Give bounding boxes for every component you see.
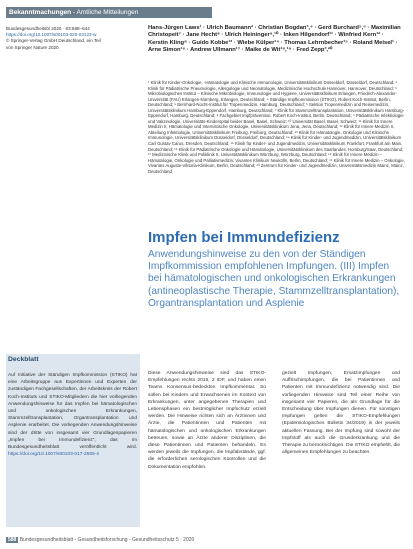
affiliations xyxy=(148,80,406,174)
body-column-left: Diese Anwendungshinweise sind das STIKO-Empfehlungen rechts 2016, 2 IDF, und haben einen Teams Konsensus-bedeckten Impfkommentar. So sollen bei Kindern und Erwachsenen im Kontext von Erkrankungen, unter angegebenen Therapien und Lebensphasen ein bestmöglicher Impfschutz erzielt werden. Die Hinweise richten sich an Ärztinnen und Ärzte, die Patientinnen und Patienten mit hämatologischen und onkologischen Erkrankungen betreuen, sowie an Ärzte anderer Disziplinen, die diese Patientinnen und Patienten behandeln. Es werden jeweils die Impfungen, die Impfabstände, ggf. die erforderlichen serologischen Kontrollen und die Dokumentation empfohlen. xyxy=(148,371,266,470)
abstract-body xyxy=(6,366,140,458)
affiliation-block: ¹ Klinik für Kinder-Onkologie, -Hämatologie und Klinische Immunologie, Universitätsklinikum Düsseldorf, Düsseldorf, Deutschland; ² Klinik für Pädiatrische Pneumologie, Allergologie und Neonatologie, Medizinische Hochschule Hannover, Hannover, Deutschland; ³ Mikrobiologisches Institut – Klinische Mikrobiologie, Immunologie und Hygiene, Universitätsklinikum Erlangen, Friedrich-Alexander-Universität (FAU) Erlangen-Nürnberg, Erlangen, Deutschland; ⁴ Ständige Impfkommission (STIKO), Robert Koch-Institut, Berlin, xyxy=(148,80,398,102)
abstract-text: Auf Initiative der Ständigen Impfkommission (STIKO) hat eine Arbeitsgruppe aus Expertinnen und Experten der zuständigen Fachgesellschaften, der Arbeitskreis der Robert Koch-Instituts und STIKO-Mitgliedern die hier vorliegenden Anwendungshinweise für das Impfen bei hämatologischen und onkologischen Erkrankungen, Stammzelltransplantation, Organtransplantation und Asplenie erarbeitet. Die vorliegenden Anwendungshinweise sind der dritte von insgesamt vier Grundlagenpapieren „Impfen bei Immundefizienz“, das im Bundesgesundheitsblatt veröffentlicht wird. xyxy=(8,373,137,451)
article-subtitle: Anwendungshinweise zu den von der Ständigen Impfkommission empfohlenen Impfungen. (III) Impfen bei hämatologischen und onkologischen Erkrankungen (antineoplastische Therapie, Stammzelltransplantation), Organtransplantation und Asplenie xyxy=(148,249,400,309)
article-title: Impfen bei Immundefizienz xyxy=(148,229,340,246)
section-tag xyxy=(6,7,212,18)
copyright-line-2: von Springer Nature 2020 xyxy=(6,44,59,50)
page-footer xyxy=(6,537,408,543)
abstract-heading: Deckblatt xyxy=(8,356,39,363)
section-tag-separator: - xyxy=(71,9,77,16)
citation-line: Bundesgesundheitsbl 2020 · 63:588–644 xyxy=(6,26,90,31)
journal-footer: Bundesgesundheitsblatt - Gesundheitsforschung - Gesundheitsschutz 5 · 2020 xyxy=(19,537,195,543)
section-tag-right: Amtliche Mitteilungen xyxy=(76,9,139,16)
page-number: 588 xyxy=(8,537,17,543)
doi-link[interactable]: https://doi.org/10.1007/s00103-020-03123-w xyxy=(6,32,97,38)
abstract-doi-link[interactable]: https://doi.org/10.1007/s00103-017-2555-4 xyxy=(8,452,99,458)
author-list: Hans-Jürgen Laws¹ · Ulrich Baumann² · Christian Bogdan³,⁴ · Gerd Burchard⁵,⁶ · Maximilian Christopeit⁷ · Jane Hecht⁸ · Ulrich Heininger⁹,¹⁰ · Inken Hilgendorf¹¹ · Winfried Kern¹² · Kerstin Kling⁸ · Guido Kobbe¹³ · Wiebe Külper¹⁴ · Thomas Lehrnbecher¹⁵ · Roland Meisel¹ · Arne Simon¹⁶ · Andrew Ullmann¹⁷ · Maike de Wit¹⁸,¹⁹ · Fred Zepp³,²⁰ xyxy=(148,25,401,53)
affiliation-block: Deutschland; ⁵ Bernhard-Nocht-Institut für Tropenmedizin, Hamburg, Deutschland; ⁶ Sektion Tropenmedizin und Reisemedizin, Universitätsklinikum Hamburg-Eppendorf, Hamburg, Deutschland; ⁷ Klinik für Stammzelltransplantation, Universitätsklinikum Hamburg-Eppendorf, Hamburg, Deutschland; ⁸ Fachgebiet Impfprävention, Robert Koch-Institut, Berlin, Deutschland; ⁹ Pädiatrische Infektiologie und Vakzinologie, Universitäts-Kinderspital beider Basel, Basel, Schweiz; ¹⁰ Universität Basel, Basel, Schweiz; ¹¹ Klinik für Innere Medizin II, Hämatologie und Internistische Onkologie, Universitätsklinikum Jena, Jena, Deutschland; ¹² Klinik für Innere Medizin II, Abteilung Infektiologie, Universitätsklinikum Freiburg, Freiburg, Deutschland; ¹³ Klinik für Hämatologie, Onkologie und Klinische Immunologie, Universitätsklinikum Düsseldorf, Düsseldorf, Deutschland; ¹⁴ Klinik für Kinder- und Jugendmedizin, Universitätsklinikum Carl Gustav Carus, Dresden, Deutschland; ¹⁵ Klinik für Kinder- und Jugendmedizin, Universitätsklinikum Frankfurt, Frankfurt am Main, Deutschland; ¹⁶ Klinik für Pädiatrische Onkologie und Hämatologie, Universitätsklinikum des Saarlandes, Homburg/Saar, Deutschland; ¹⁷ Medizinische Klinik und Poliklinik II, Universitätsklinikum Würzburg, Würzburg, Deutschland; ¹⁸ Klinik für Innere Medizin – Hämatologie, Onkologie und Palliativmedizin, Vivantes Klinikum Neukölln, Berlin, Deutschland; ¹⁹ Klinik für Innere Medizin – Onkologie, Vivantes Auguste-Viktoria-Klinikum, Berlin, Deutschland; ²⁰ Zentrum für Kinder- und Jugendmedizin, Universitätsmedizin Mainz, Mainz, Deutschland xyxy=(148,102,405,174)
copyright-line: © Springer-Verlag GmbH Deutschland, ein Teil xyxy=(6,38,101,44)
section-tag-left: Bekanntmachungen xyxy=(9,9,72,16)
abstract-panel xyxy=(6,354,140,527)
body-column-right: gezielt Impfungen, Ersatzimpfungen und Auffrischimpfungen, die bei Patientinnen und Patienten mit Immundefizienz notwendig sind. Die vorliegenden Hinweise sind Teil einer Reihe von insgesamt vier Papieren, die als Grundlage für die Entscheidung über Impfungen dienen. Für sonstigen Impfungen gelten die STIKO-Empfehlungen (Epidemiologisches Bulletin 34/2019) in der jeweils aktuellen Fassung. Bei der Impfung sind sowohl der Impfstoff als auch die Grunderkrankung und die Therapie zu berücksichtigen. Die STIKO empfiehlt, die allgemeinen Empfehlungen zu beachten. xyxy=(282,371,400,456)
citation-meta xyxy=(6,26,142,51)
